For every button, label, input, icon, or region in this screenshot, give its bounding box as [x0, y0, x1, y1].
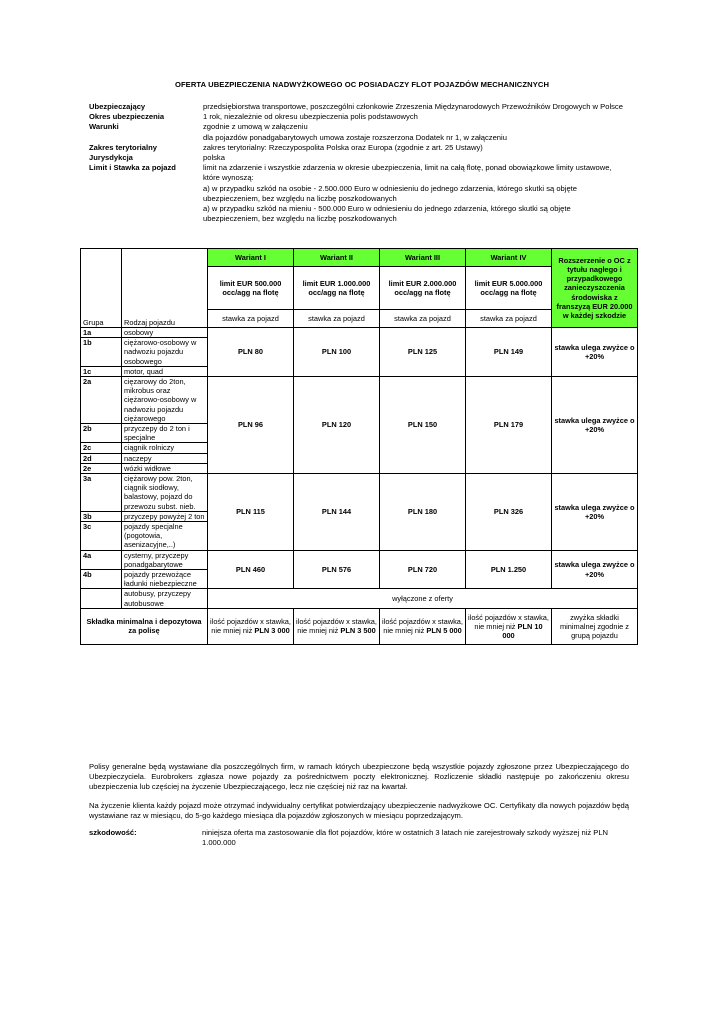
price-s4-v1: PLN 460 — [208, 550, 294, 589]
min-premium-v4 — [466, 608, 552, 644]
price-s1-v2: PLN 100 — [294, 328, 380, 377]
info-row-jurysdykcja — [89, 153, 629, 163]
okres-value: 1 rok, niezależnie od okresu ubezpieczenia polis podstawowych — [203, 112, 418, 122]
extension-header: Rozszerzenie o OC z tytułu nagłego i przypadkowego zanieczyszczenia środowiska z franszyzą EUR 20.000 w każdej szkodzie — [552, 249, 638, 328]
extension-s1: stawka ulega zwyżce o +20% — [552, 328, 638, 377]
variant-2-rate-label: stawka za pojazd — [294, 310, 380, 328]
info-row-okres — [89, 112, 629, 122]
group-code: 2d — [81, 453, 122, 463]
min-premium-v2 — [294, 608, 380, 644]
min-premium-text: ilość pojazdów x stawka, nie mniej niż — [296, 617, 377, 636]
min-premium-text: ilość pojazdów x stawka, nie mniej niż — [468, 612, 549, 631]
limit-value-property: a) w przypadku szkód na mieniu - 500.000 Euro w odniesieniu do jednego zdarzenia, którego skutki są objęte ubezpieczeniem, bez względu na liczbę poszkodowanych — [203, 204, 571, 224]
table-row-minimum — [81, 608, 638, 644]
extension-s3: stawka ulega zwyżce o +20% — [552, 474, 638, 551]
warunki-value: zgodnie z umową w załączeniu — [203, 122, 308, 132]
price-s3-v2: PLN 144 — [294, 474, 380, 551]
min-premium-v1 — [208, 608, 294, 644]
price-s1-v4: PLN 149 — [466, 328, 552, 377]
vehicle-type: cysterny, przyczepy ponadgabarytowe — [122, 550, 208, 569]
rates-table — [80, 248, 638, 645]
extension-s2: stawka ulega zwyżce o +20% — [552, 377, 638, 474]
variant-3-rate-label: stawka za pojazd — [380, 310, 466, 328]
excluded-note: wyłączone z oferty — [208, 589, 638, 608]
min-premium-text: ilość pojazdów x stawka, nie mniej niż — [210, 617, 291, 636]
price-s1-v1: PLN 80 — [208, 328, 294, 377]
szkodowosc-row — [89, 828, 629, 848]
vehicle-type: cięzarowy do 2ton, mikrobus oraz ciężarowo-osobowy w nadwoziu pojazdu ciężarowego — [122, 377, 208, 424]
group-code: 4b — [81, 570, 122, 589]
szkodowosc-value: niniejsza oferta ma zastosowanie dla flot pojazdów, które w ostatnich 3 latach nie zarejestrowały szkody wyższej niż PLN 1.000.000 — [202, 828, 609, 847]
group-code: 2a — [81, 377, 122, 424]
min-premium-label: Składka minimalna i depozytowa za polisę — [81, 608, 208, 644]
szkodowosc-label: szkodowość: — [89, 828, 137, 837]
info-row-zakres — [89, 143, 629, 153]
jurysdykcja-value: polska — [203, 153, 225, 163]
vehicle-type: naczepy — [122, 453, 208, 463]
variant-2-limit: limit EUR 1.000.000 occ/agg na flotę — [294, 267, 380, 310]
price-s2-v3: PLN 150 — [380, 377, 466, 474]
vehicle-type: ciężarowo-osobowy w nadwoziu pojazdu osobowego — [122, 338, 208, 367]
group-code: 4a — [81, 550, 122, 569]
price-s2-v1: PLN 96 — [208, 377, 294, 474]
header-grupa: Grupa — [81, 249, 122, 328]
variant-3-limit: limit EUR 2.000.000 occ/agg na flotę — [380, 267, 466, 310]
group-code: 2c — [81, 443, 122, 453]
extension-s4: stawka ulega zwyżce o +20% — [552, 550, 638, 589]
min-premium-amount: PLN 3 000 — [254, 626, 290, 636]
group-code: 2b — [81, 424, 122, 443]
vehicle-type: ciągnik rolniczy — [122, 443, 208, 453]
group-code: 1a — [81, 328, 122, 338]
price-s2-v2: PLN 120 — [294, 377, 380, 474]
info-row-limit — [89, 163, 629, 183]
price-s1-v3: PLN 125 — [380, 328, 466, 377]
page-title: OFERTA UBEZPIECZENIA NADWYŻKOWEGO OC POSIADACZY FLOT POJAZDÓW MECHANICZNYCH — [174, 80, 550, 89]
variant-4-name: Wariant IV — [466, 249, 552, 267]
paragraph-policies: Polisy generalne będą wystawiane dla poszczególnych firm, w ramach których ubezpieczone będą wszystkie pojazdy zgłoszone przez Ubezpieczającego do Ubezpieczyciela. Eurobrokers zgłasza nowe pojazdy za pośrednictwem poczty elektronicznej. Rozliczenie składki następuje po zakończeniu okresu ubezpieczenia lub częściej na życzenie Ubezpieczającego, lecz nie częściej niż raz na kwartał. — [89, 762, 629, 791]
table-row — [81, 328, 638, 338]
table-row — [81, 550, 638, 569]
table-row — [81, 377, 638, 424]
min-premium-v3 — [380, 608, 466, 644]
variant-1-limit: limit EUR 500.000 occ/agg na flotę — [208, 267, 294, 310]
vehicle-type: autobusy, przyczepy autobusowe — [122, 589, 208, 608]
table-row — [81, 589, 638, 608]
ubezpieczajacy-label: Ubezpieczający — [89, 102, 146, 111]
vehicle-type: pojazdy przewożące ładunki niebezpieczne — [122, 570, 208, 589]
info-row-ubezpieczajacy — [89, 102, 629, 112]
vehicle-type: pojazdy specjalne (pogotowia, asenizacyjne,..) — [122, 522, 208, 551]
price-s4-v2: PLN 576 — [294, 550, 380, 589]
group-code: 2e — [81, 463, 122, 473]
vehicle-type: ciężarowy pow. 2ton, ciągnik siodłowy, balastowy, pojazd do przewozu subst. nieb. — [122, 474, 208, 512]
group-code: 1b — [81, 338, 122, 367]
price-s4-v4: PLN 1.250 — [466, 550, 552, 589]
paragraph-certificates: Na życzenie klienta każdy pojazd może otrzymać indywidualny certyfikat potwierdzający ubezpieczenie nadwyżkowe OC. Certyfikaty dla nowych pojazdów będą wystawiane raz w miesiącu, do 5-go każdego miesiąca dla pojazdów zgłoszonych w miesiącu poprzedzającym. — [89, 801, 629, 820]
warunki-label: Warunki — [89, 122, 119, 132]
table-row — [81, 474, 638, 512]
min-premium-amount: PLN 5 000 — [426, 626, 462, 636]
group-code: 3a — [81, 474, 122, 512]
jurysdykcja-label: Jurysdykcja — [89, 153, 133, 163]
group-code: 3c — [81, 522, 122, 551]
min-premium-extension: zwyżka składki minimalnej zgodnie z grupą pojazdu — [552, 608, 638, 644]
variant-1-name: Wariant I — [208, 249, 294, 267]
ubezpieczajacy-value: przedsiębiorstwa transportowe, poszczególni członkowie Zrzeszenia Międzynarodowych Przewoźników Drogowych w Polsce — [203, 102, 623, 111]
min-premium-amount: PLN 10 000 — [502, 621, 543, 640]
min-premium-text: ilość pojazdów x stawka, nie mniej niż — [382, 617, 463, 636]
price-s2-v4: PLN 179 — [466, 377, 552, 474]
variant-4-rate-label: stawka za pojazd — [466, 310, 552, 328]
vehicle-type: osobowy — [122, 328, 208, 338]
group-code: 1c — [81, 366, 122, 376]
variant-2-name: Wariant II — [294, 249, 380, 267]
zakres-value: zakres terytorialny: Rzeczypospolita Polska oraz Europa (zgodnie z art. 25 Ustawy) — [203, 142, 483, 152]
policy-info — [89, 102, 629, 224]
limit-value-person: a) w przypadku szkód na osobie - 2.500.000 Euro w odniesieniu do jednego zdarzenia, którego skutki są objęte ubezpieczeniem, bez względu na liczbę poszkodowanych — [203, 183, 578, 203]
vehicle-type: przyczepy powyżej 2 ton — [122, 511, 208, 521]
variant-1-rate-label: stawka za pojazd — [208, 310, 294, 328]
group-code: 3b — [81, 511, 122, 521]
vehicle-type: wózki widłowe — [122, 463, 208, 473]
vehicle-type: motor, quad — [122, 366, 208, 376]
okres-label: Okres ubezpieczenia — [89, 112, 165, 122]
header-rodzaj: Rodzaj pojazdu — [122, 249, 208, 328]
vehicle-type: przyczepy do 2 ton i specjalne — [122, 424, 208, 443]
group-code-empty — [81, 589, 122, 608]
variant-4-limit: limit EUR 5.000.000 occ/agg na flotę — [466, 267, 552, 310]
zakres-label: Zakres terytorialny — [89, 142, 157, 152]
limit-label: Limit i Stawka za pojazd — [89, 163, 176, 173]
price-s4-v3: PLN 720 — [380, 550, 466, 589]
warunki-value-extra: dla pojazdów ponadgabarytowych umowa zostaje rozszerzona Dodatek nr 1, w załączeniu — [203, 132, 507, 142]
min-premium-amount: PLN 3 500 — [340, 626, 376, 636]
price-s3-v3: PLN 180 — [380, 474, 466, 551]
info-row-warunki — [89, 122, 629, 132]
price-s3-v4: PLN 326 — [466, 474, 552, 551]
variant-3-name: Wariant III — [380, 249, 466, 267]
price-s3-v1: PLN 115 — [208, 474, 294, 551]
limit-value-intro: limit na zdarzenie i wszystkie zdarzenia w okresie ubezpieczenia, limit na całą flotę, ponad obowiązkowe limity ustawowe, które wynoszą: — [203, 163, 612, 183]
